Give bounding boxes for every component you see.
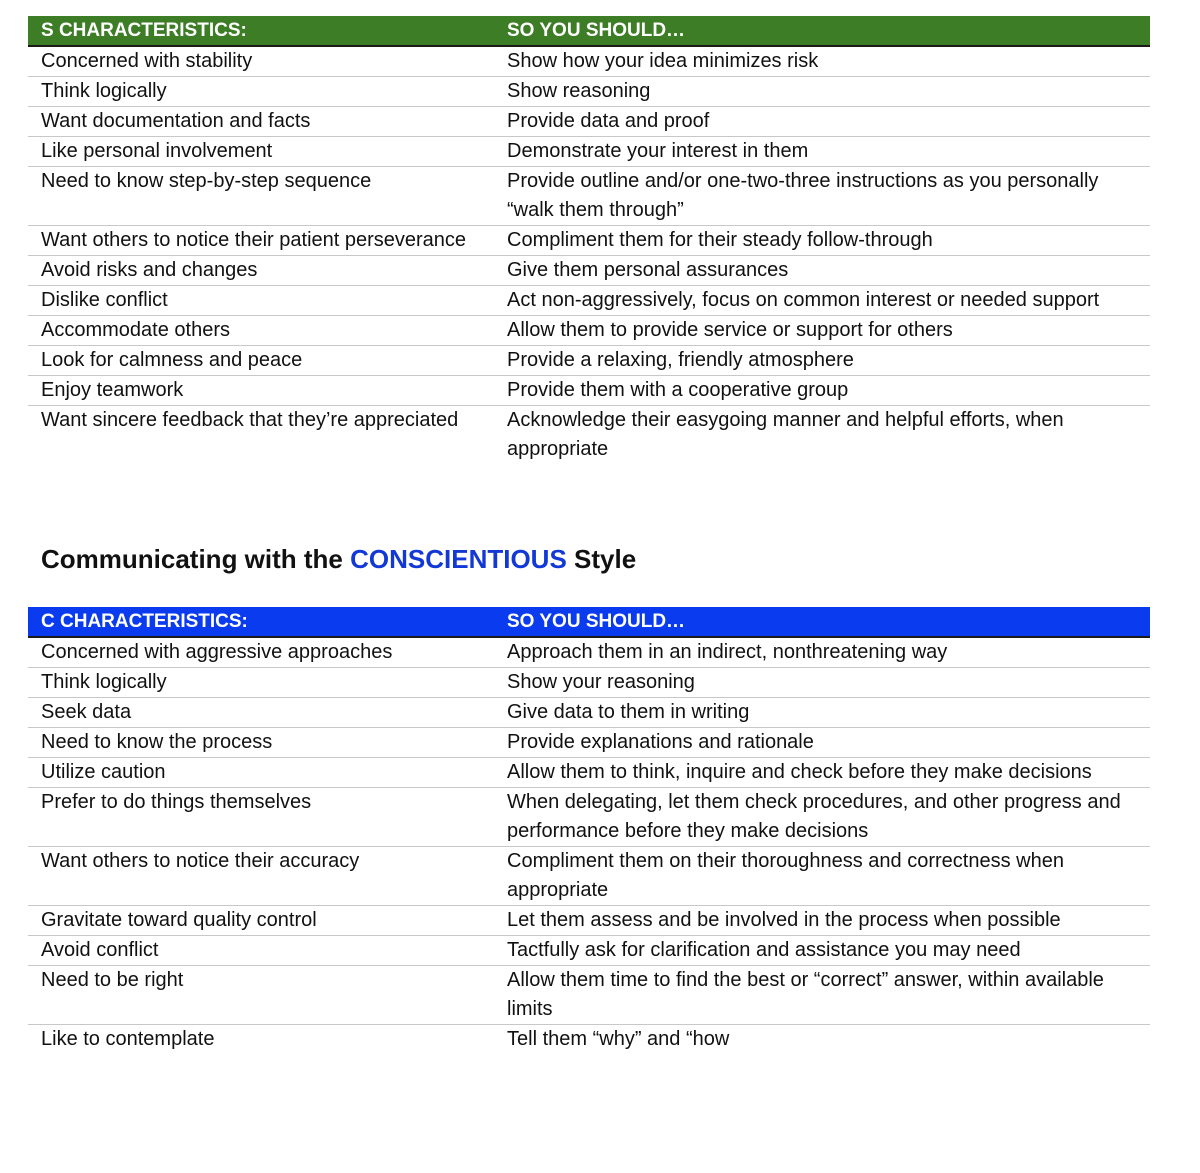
table-row	[28, 406, 1150, 465]
characteristic-cell: Think logically	[28, 77, 494, 107]
characteristic-cell: Want sincere feedback that they’re appreciated	[41, 409, 459, 431]
should-cell: Give data to them in writing	[494, 698, 1150, 728]
table-row	[28, 1025, 1150, 1055]
table-row	[28, 256, 1150, 286]
should-cell: Allow them to provide service or support for others	[494, 316, 1150, 346]
c-should-header: SO YOU SHOULD…	[494, 607, 1150, 637]
characteristic-cell: Want documentation and facts	[28, 107, 494, 137]
heading-suffix: Style	[566, 544, 637, 574]
table-row	[28, 46, 1150, 77]
should-cell: Provide data and proof	[494, 107, 1150, 137]
characteristic-cell: Concerned with aggressive approaches	[28, 637, 494, 668]
table-row	[28, 107, 1150, 137]
characteristic-cell: Need to be right	[28, 966, 494, 1025]
table-row	[28, 847, 1150, 906]
table-row	[28, 728, 1150, 758]
characteristic-cell: Seek data	[28, 698, 494, 728]
table-row	[28, 226, 1150, 256]
characteristic-cell: Enjoy teamwork	[28, 376, 494, 406]
characteristic-cell: Gravitate toward quality control	[28, 906, 494, 936]
should-cell: Tell them “why” and “how	[507, 1028, 730, 1050]
characteristic-cell: Want others to notice their accuracy	[28, 847, 494, 906]
table-row	[28, 376, 1150, 406]
characteristic-cell: Accommodate others	[28, 316, 494, 346]
table-row	[28, 137, 1150, 167]
characteristic-cell: Want others to notice their patient perseverance	[28, 226, 494, 256]
should-cell: Compliment them for their steady follow-through	[494, 226, 1150, 256]
table-row	[28, 346, 1150, 376]
table-row	[28, 637, 1150, 668]
s-should-header: SO YOU SHOULD…	[494, 16, 1150, 46]
should-cell: Provide them with a cooperative group	[494, 376, 1150, 406]
should-cell: Provide a relaxing, friendly atmosphere	[494, 346, 1150, 376]
should-cell: Give them personal assurances	[494, 256, 1150, 286]
c-style-table	[28, 607, 1150, 1054]
characteristic-cell: Prefer to do things themselves	[28, 788, 494, 847]
should-cell: Provide explanations and rationale	[494, 728, 1150, 758]
c-characteristics-header: C CHARACTERISTICS:	[28, 607, 494, 637]
should-cell: Allow them to think, inquire and check before they make decisions	[494, 758, 1150, 788]
table-row	[28, 698, 1150, 728]
document-page	[28, 16, 1150, 1054]
should-cell: Provide outline and/or one-two-three instructions as you personally “walk them through”	[494, 167, 1150, 226]
characteristic-cell: Like personal involvement	[28, 137, 494, 167]
should-cell: Show your reasoning	[494, 668, 1150, 698]
table-row	[28, 788, 1150, 847]
should-cell: Approach them in an indirect, nonthreatening way	[494, 637, 1150, 668]
should-cell: Act non-aggressively, focus on common interest or needed support	[494, 286, 1150, 316]
should-cell: Let them assess and be involved in the process when possible	[494, 906, 1150, 936]
conscientious-section-heading	[41, 542, 1150, 576]
characteristic-cell: Concerned with stability	[28, 46, 494, 77]
characteristic-cell: Need to know step-by-step sequence	[28, 167, 494, 226]
table-row	[28, 286, 1150, 316]
should-cell: Show reasoning	[494, 77, 1150, 107]
table-row	[28, 966, 1150, 1025]
characteristic-cell: Think logically	[28, 668, 494, 698]
characteristic-cell: Look for calmness and peace	[28, 346, 494, 376]
table-row	[28, 906, 1150, 936]
s-style-table	[28, 16, 1150, 464]
characteristic-cell: Need to know the process	[28, 728, 494, 758]
table-row	[28, 936, 1150, 966]
c-table-header-row	[28, 607, 1150, 637]
should-cell: Show how your idea minimizes risk	[494, 46, 1150, 77]
characteristic-cell: Avoid risks and changes	[28, 256, 494, 286]
heading-style-name: CONSCIENTIOUS	[350, 544, 567, 574]
characteristic-cell: Utilize caution	[28, 758, 494, 788]
should-cell: Allow them time to find the best or “correct” answer, within available limits	[494, 966, 1150, 1025]
table-row	[28, 77, 1150, 107]
heading-prefix: Communicating with the	[41, 544, 351, 574]
characteristic-cell: Avoid conflict	[28, 936, 494, 966]
table-row	[28, 758, 1150, 788]
should-cell: Acknowledge their easygoing manner and helpful efforts, when appropriate	[507, 409, 1064, 460]
should-cell: Demonstrate your interest in them	[494, 137, 1150, 167]
should-cell: Tactfully ask for clarification and assistance you may need	[494, 936, 1150, 966]
characteristic-cell: Dislike conflict	[28, 286, 494, 316]
should-cell: When delegating, let them check procedures, and other progress and performance before they make decisions	[494, 788, 1150, 847]
s-table-header-row	[28, 16, 1150, 46]
table-row	[28, 668, 1150, 698]
s-characteristics-header: S CHARACTERISTICS:	[28, 16, 494, 46]
table-row	[28, 167, 1150, 226]
should-cell: Compliment them on their thoroughness and correctness when appropriate	[494, 847, 1150, 906]
characteristic-cell: Like to contemplate	[41, 1028, 215, 1050]
table-row	[28, 316, 1150, 346]
